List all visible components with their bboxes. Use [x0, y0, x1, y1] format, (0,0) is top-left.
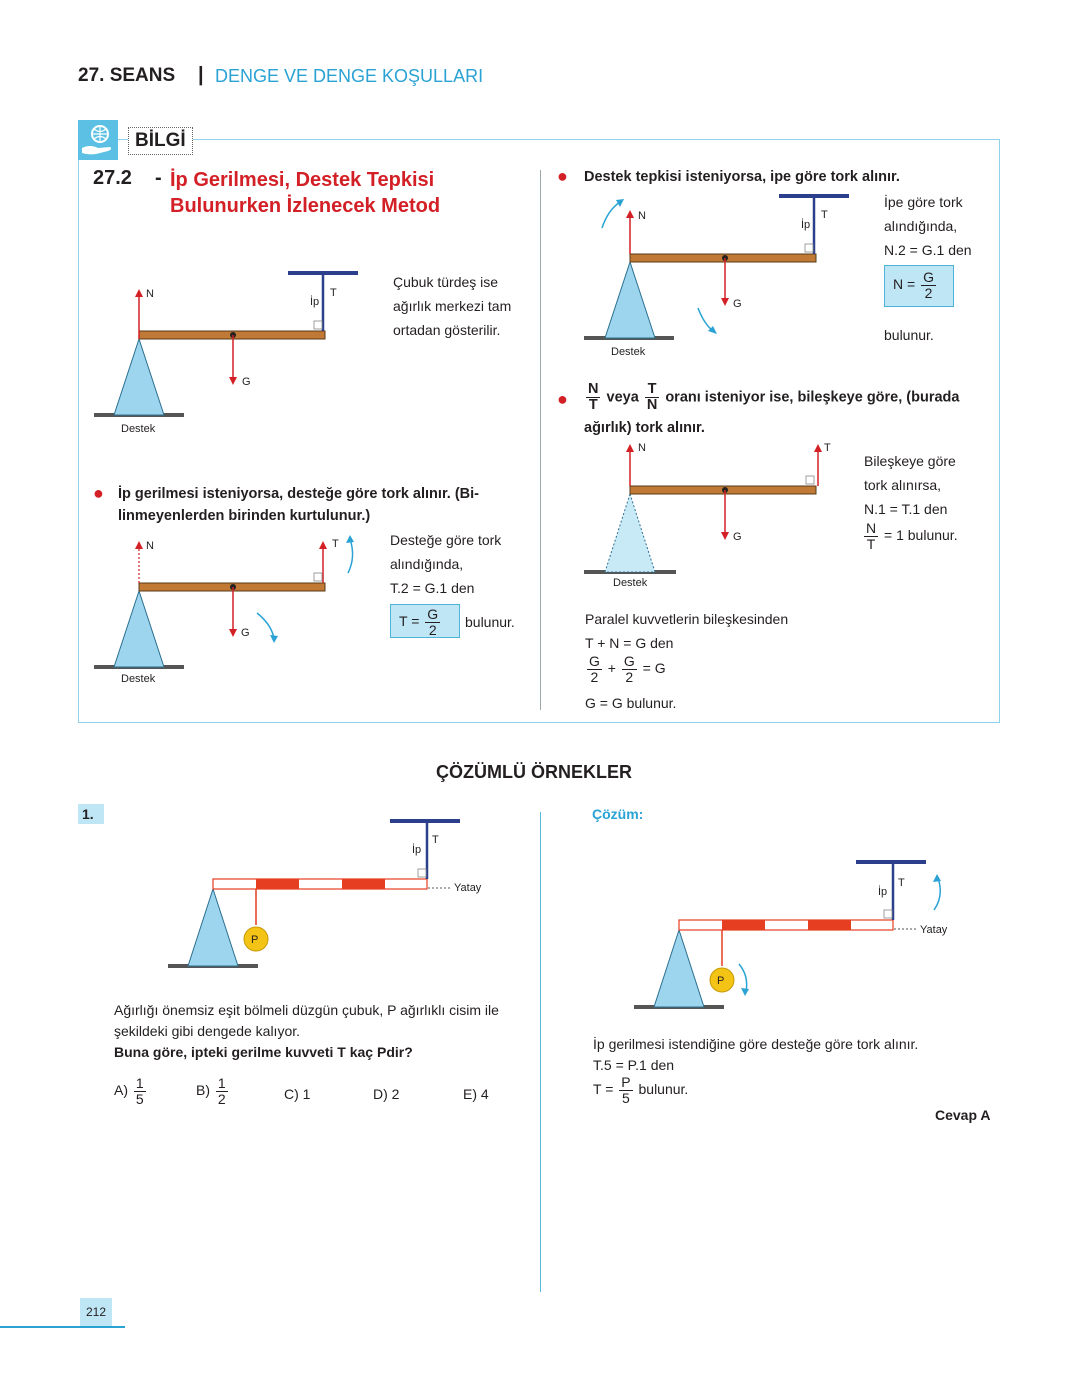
label-ip: İp [310, 296, 320, 308]
frac-den: T [588, 397, 598, 413]
label-t: T [332, 538, 339, 550]
block2-after: bulunur. [465, 614, 515, 630]
label-destek: Destek [611, 346, 646, 358]
block3-line: N.2 = G.1 den [884, 242, 972, 258]
frac-num: 1 [135, 1075, 144, 1091]
block3-after: bulunur. [884, 327, 934, 343]
label-t: T [432, 834, 439, 846]
label-destek: Destek [121, 423, 156, 435]
solution-label: Çözüm: [592, 806, 644, 822]
diagram-tension-torque [90, 535, 339, 690]
label-p: P [251, 934, 259, 946]
block2-line: Desteğe göre tork [390, 532, 502, 548]
solution-after: bulunur. [638, 1081, 689, 1098]
solution-result [593, 1075, 688, 1106]
result-after: = 1 bulunur. [884, 527, 958, 544]
label-g: G [241, 627, 250, 639]
frac-den: 2 [590, 669, 599, 685]
option-e: E) 4 [463, 1086, 489, 1102]
label-yatay: Yatay [920, 924, 948, 936]
frac-den: 2 [217, 1091, 226, 1107]
label-t: T [330, 287, 337, 299]
block2-result-lhs: T = [399, 613, 420, 630]
block4-heading-rest: oranı isteniyor ise, bileşkeye göre, (burada [665, 389, 960, 406]
block2-result-box [390, 604, 460, 638]
frac-den: 2 [428, 622, 437, 638]
frac-den: 5 [135, 1091, 144, 1107]
question-text [114, 1000, 499, 1063]
option-c: C) 1 [284, 1086, 311, 1102]
solution-line2: T.5 = P.1 den [593, 1057, 675, 1073]
option-fraction [216, 1076, 228, 1107]
frac-num: N [866, 520, 877, 536]
label-t: T [898, 877, 905, 889]
bullet-icon: ● [557, 389, 568, 409]
label-g: G [733, 531, 742, 543]
label-t: T [824, 442, 831, 454]
label-ip: İp [412, 844, 422, 856]
label-g: G [242, 376, 251, 388]
frac-num: G [589, 653, 600, 669]
label-yatay: Yatay [454, 882, 482, 894]
answer-label: Cevap A [935, 1107, 991, 1123]
info-label: BİLGİ [128, 127, 193, 155]
block3-result-box [884, 265, 954, 307]
eq2-plus: + [607, 660, 616, 677]
frac-num: G [427, 606, 439, 622]
block1-text [393, 270, 511, 342]
question-line2: şekildeki gibi dengede kalıyor. [114, 1023, 301, 1039]
label-t: T [821, 209, 828, 221]
block4-veya: veya [606, 389, 639, 406]
header-separator: | [198, 64, 204, 86]
option-a [114, 1076, 148, 1107]
block3-line: alındığında, [884, 218, 958, 234]
label-p: P [717, 975, 725, 987]
solution-line1: İp gerilmesi istendiğine göre desteğe göre tork alınır. [593, 1036, 919, 1052]
block4-eq2 [585, 654, 666, 685]
diagram-uniform-rod [90, 265, 370, 440]
block4-heading-line2: ağırlık) tork alınır. [584, 420, 705, 436]
block4-eq3: G = G bulunur. [585, 695, 677, 711]
label-ip: İp [878, 886, 888, 898]
question-line1: Ağırlığı önemsiz eşit bölmeli düzgün çubuk, P ağırlıklı cisim ile [114, 1002, 499, 1018]
session-topic: DENGE VE DENGE KOŞULLARI [215, 66, 484, 86]
section-title-line2: Bulunurken İzlenecek Metod [170, 195, 441, 217]
block4-eq1: T + N = G den [585, 635, 674, 651]
question-number: 1. [78, 804, 104, 824]
label-n: N [638, 210, 646, 222]
option-b [196, 1076, 230, 1107]
frac-num: G [623, 653, 635, 669]
block3-line: İpe göre tork [884, 194, 963, 210]
eq2-frac-b [622, 654, 637, 685]
block2-line: T.2 = G.1 den [390, 580, 475, 596]
label-g: G [733, 298, 742, 310]
block2-line: alındığında, [390, 556, 464, 572]
label-destek: Destek [613, 577, 648, 589]
example-divider [540, 812, 541, 1292]
bullet-icon: ● [557, 166, 568, 186]
frac-den: T [866, 536, 876, 552]
solved-examples-heading: ÇÖZÜMLÜ ÖRNEKLER [436, 762, 632, 782]
section-number: 27.2 [93, 167, 132, 189]
frac-den: 5 [622, 1090, 630, 1106]
section-title-line1: İp Gerilmesi, Destek Tepkisi [170, 169, 435, 191]
block4-result [862, 521, 958, 552]
diagram-resultant-torque [580, 438, 840, 598]
block4-line: tork alınırsa, [864, 477, 942, 493]
block3-result-fraction [921, 270, 936, 301]
page-number: 212 [80, 1298, 112, 1326]
eq2-frac-a [587, 654, 602, 685]
label-n: N [146, 288, 154, 300]
block1-line: ortadan gösterilir. [393, 322, 501, 338]
option-label: A) [114, 1082, 128, 1099]
question-bold: Buna göre, ipteki gerilme kuvveti T kaç Pdir? [114, 1044, 413, 1060]
ratio-n-over-t [586, 382, 600, 413]
section-title [170, 167, 440, 219]
block4-text [864, 449, 956, 521]
diagram-question [160, 815, 500, 975]
frac-den: 2 [924, 285, 933, 301]
block2-heading-line1: İp gerilmesi isteniyorsa, desteğe göre tork alınır. (Bi- [118, 486, 479, 502]
block2-text [390, 528, 501, 600]
block4-heading [584, 382, 959, 413]
frac-den: N [646, 397, 658, 413]
page-footer-line [0, 1326, 125, 1328]
label-n: N [638, 442, 646, 454]
block1-line: ağırlık merkezi tam [393, 298, 512, 314]
eq2-after: = G [642, 660, 666, 677]
column-divider [540, 170, 541, 710]
block1-line: Çubuk türdeş ise [393, 274, 499, 290]
bullet-icon: ● [93, 483, 104, 503]
block3-heading: Destek tepkisi isteniyorsa, ipe göre tork alınır. [584, 169, 900, 185]
result-fraction [864, 521, 878, 552]
section-dash: - [155, 167, 162, 189]
frac-num: P [621, 1074, 631, 1090]
frac-num: T [645, 382, 659, 398]
frac-den: 2 [625, 669, 634, 685]
block4-paralel: Paralel kuvvetlerin bileşkesinden [585, 611, 789, 627]
session-number: 27. SEANS [78, 65, 176, 86]
block3-result-lhs: N = [893, 276, 916, 293]
label-destek: Destek [121, 673, 156, 685]
ratio-t-over-n [645, 382, 659, 413]
label-n: N [146, 540, 154, 552]
block3-text [884, 190, 972, 262]
frac-num: N [588, 381, 599, 397]
block4-line: Bileşkeye göre [864, 453, 956, 469]
label-ip: İp [801, 219, 811, 231]
option-d: D) 2 [373, 1086, 400, 1102]
block4-line: N.1 = T.1 den [864, 501, 948, 517]
info-hand-globe-icon [78, 120, 118, 160]
frac-num: 1 [217, 1075, 226, 1091]
frac-num: G [923, 269, 934, 285]
solution-fraction [619, 1075, 632, 1106]
block2-heading-line2: linmeyenlerden birinden kurtulunur.) [118, 508, 371, 524]
option-label: B) [196, 1082, 210, 1099]
solution-text [593, 1034, 918, 1076]
option-fraction [134, 1076, 146, 1107]
diagram-support-reaction [580, 190, 870, 360]
block2-result-fraction [425, 607, 440, 638]
solution-lhs: T = [593, 1081, 614, 1098]
block2-heading [118, 483, 479, 527]
diagram-solution [628, 852, 968, 1017]
